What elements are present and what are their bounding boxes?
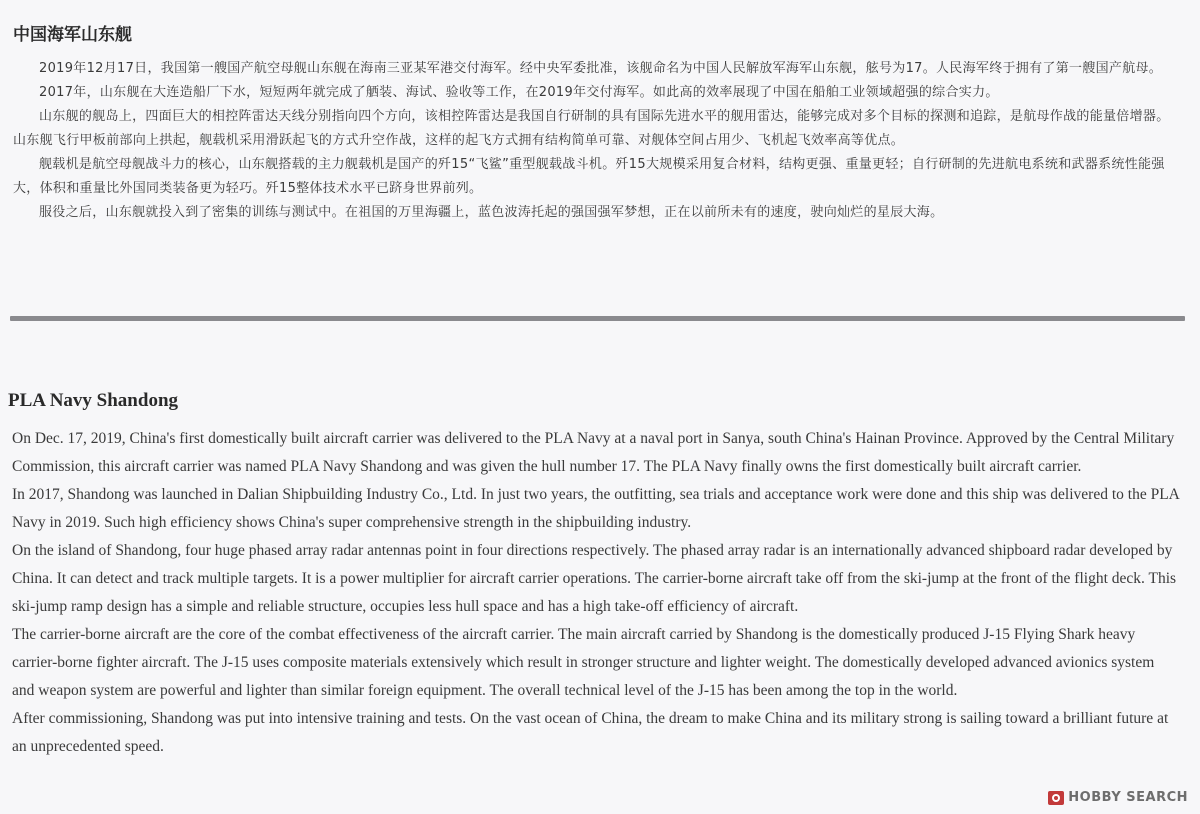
english-paragraph: On Dec. 17, 2019, China's first domestically built aircraft carrier was delivered to the PLA Navy at a naval port in Sanya, south China's Hainan Province. Approved by the Central Military Commission, this aircraft carrier was named PLA Navy Shandong and was given the hull number 17. The PLA Navy finally owns the first domestically built aircraft carrier. xyxy=(12,430,1175,475)
watermark-text: HOBBY SEARCH xyxy=(1068,790,1188,805)
chinese-paragraph: 2019年12月17日，我国第一艘国产航空母舰山东舰在海南三亚某军港交付海军。经中央军委批准，该舰命名为中国人民解放军海军山东舰，舷号为17。人民海军终于拥有了第一艘国产航母。 xyxy=(39,61,1163,76)
hobby-search-logo-icon xyxy=(1048,791,1064,805)
section-divider xyxy=(10,316,1185,321)
chinese-paragraph: 舰载机是航空母舰战斗力的核心，山东舰搭载的主力舰载机是国产的歼15“飞鲨”重型舰载战斗机。歼15大规模采用复合材料，结构更强、重量更轻；自行研制的先进航电系统和武器系统性能强大，体积和重量比外国同类装备更为轻巧。歼15整体技术水平已跻身世界前列。 xyxy=(13,157,1165,196)
watermark xyxy=(1048,790,1188,805)
english-paragraph: On the island of Shandong, four huge phased array radar antennas point in four directions respectively. The phased array radar is an internationally advanced shipboard radar developed by China. It can detect and track multiple targets. It is a power multiplier for aircraft carrier operations. The carrier-borne aircraft take off from the ski-jump at the front of the flight deck. This ski-jump ramp design has a simple and reliable structure, occupies less hull space and has a high take-off efficiency of aircraft. xyxy=(12,542,1177,615)
english-paragraph: After commissioning, Shandong was put into intensive training and tests. On the vast ocean of China, the dream to make China and its military strong is sailing toward a brilliant future at an unprecedented speed. xyxy=(12,710,1169,755)
english-paragraph: In 2017, Shandong was launched in Dalian Shipbuilding Industry Co., Ltd. In just two years, the outfitting, sea trials and acceptance work were done and this ship was delivered to the PLA Navy in 2019. Such high efficiency shows China's super comprehensive strength in the shipbuilding industry. xyxy=(12,486,1179,531)
chinese-paragraph: 2017年，山东舰在大连造船厂下水，短短两年就完成了舾装、海试、验收等工作，在2019年交付海军。如此高的效率展现了中国在船舶工业领域超强的综合实力。 xyxy=(39,85,999,100)
english-title: PLA Navy Shandong xyxy=(8,390,179,411)
chinese-paragraph: 服役之后，山东舰就投入到了密集的训练与测试中。在祖国的万里海疆上，蓝色波涛托起的强国强军梦想，正在以前所未有的速度，驶向灿烂的星辰大海。 xyxy=(39,205,944,220)
english-paragraph: The carrier-borne aircraft are the core of the combat effectiveness of the aircraft carrier. The main aircraft carried by Shandong is the domestically produced J-15 Flying Shark heavy carrier-borne fighter aircraft. The J-15 uses composite materials extensively which result in stronger structure and lighter weight. The domestically developed advanced avionics system and weapon system are powerful and lighter than similar foreign equipment. The overall technical level of the J-15 has been among the top in the world. xyxy=(12,626,1155,699)
chinese-section xyxy=(0,0,1200,300)
chinese-body xyxy=(13,57,1173,225)
english-body xyxy=(12,425,1180,761)
chinese-paragraph: 山东舰的舰岛上，四面巨大的相控阵雷达天线分别指向四个方向，该相控阵雷达是我国自行研制的具有国际先进水平的舰用雷达，能够完成对多个目标的探测和追踪，是航母作战的能量倍增器。山东舰飞行甲板前部向上拱起，舰载机采用滑跃起飞的方式升空作战，这样的起飞方式拥有结构简单可靠、对舰体空间占用少、飞机起飞效率高等优点。 xyxy=(13,109,1170,148)
chinese-title: 中国海军山东舰 xyxy=(13,25,132,45)
